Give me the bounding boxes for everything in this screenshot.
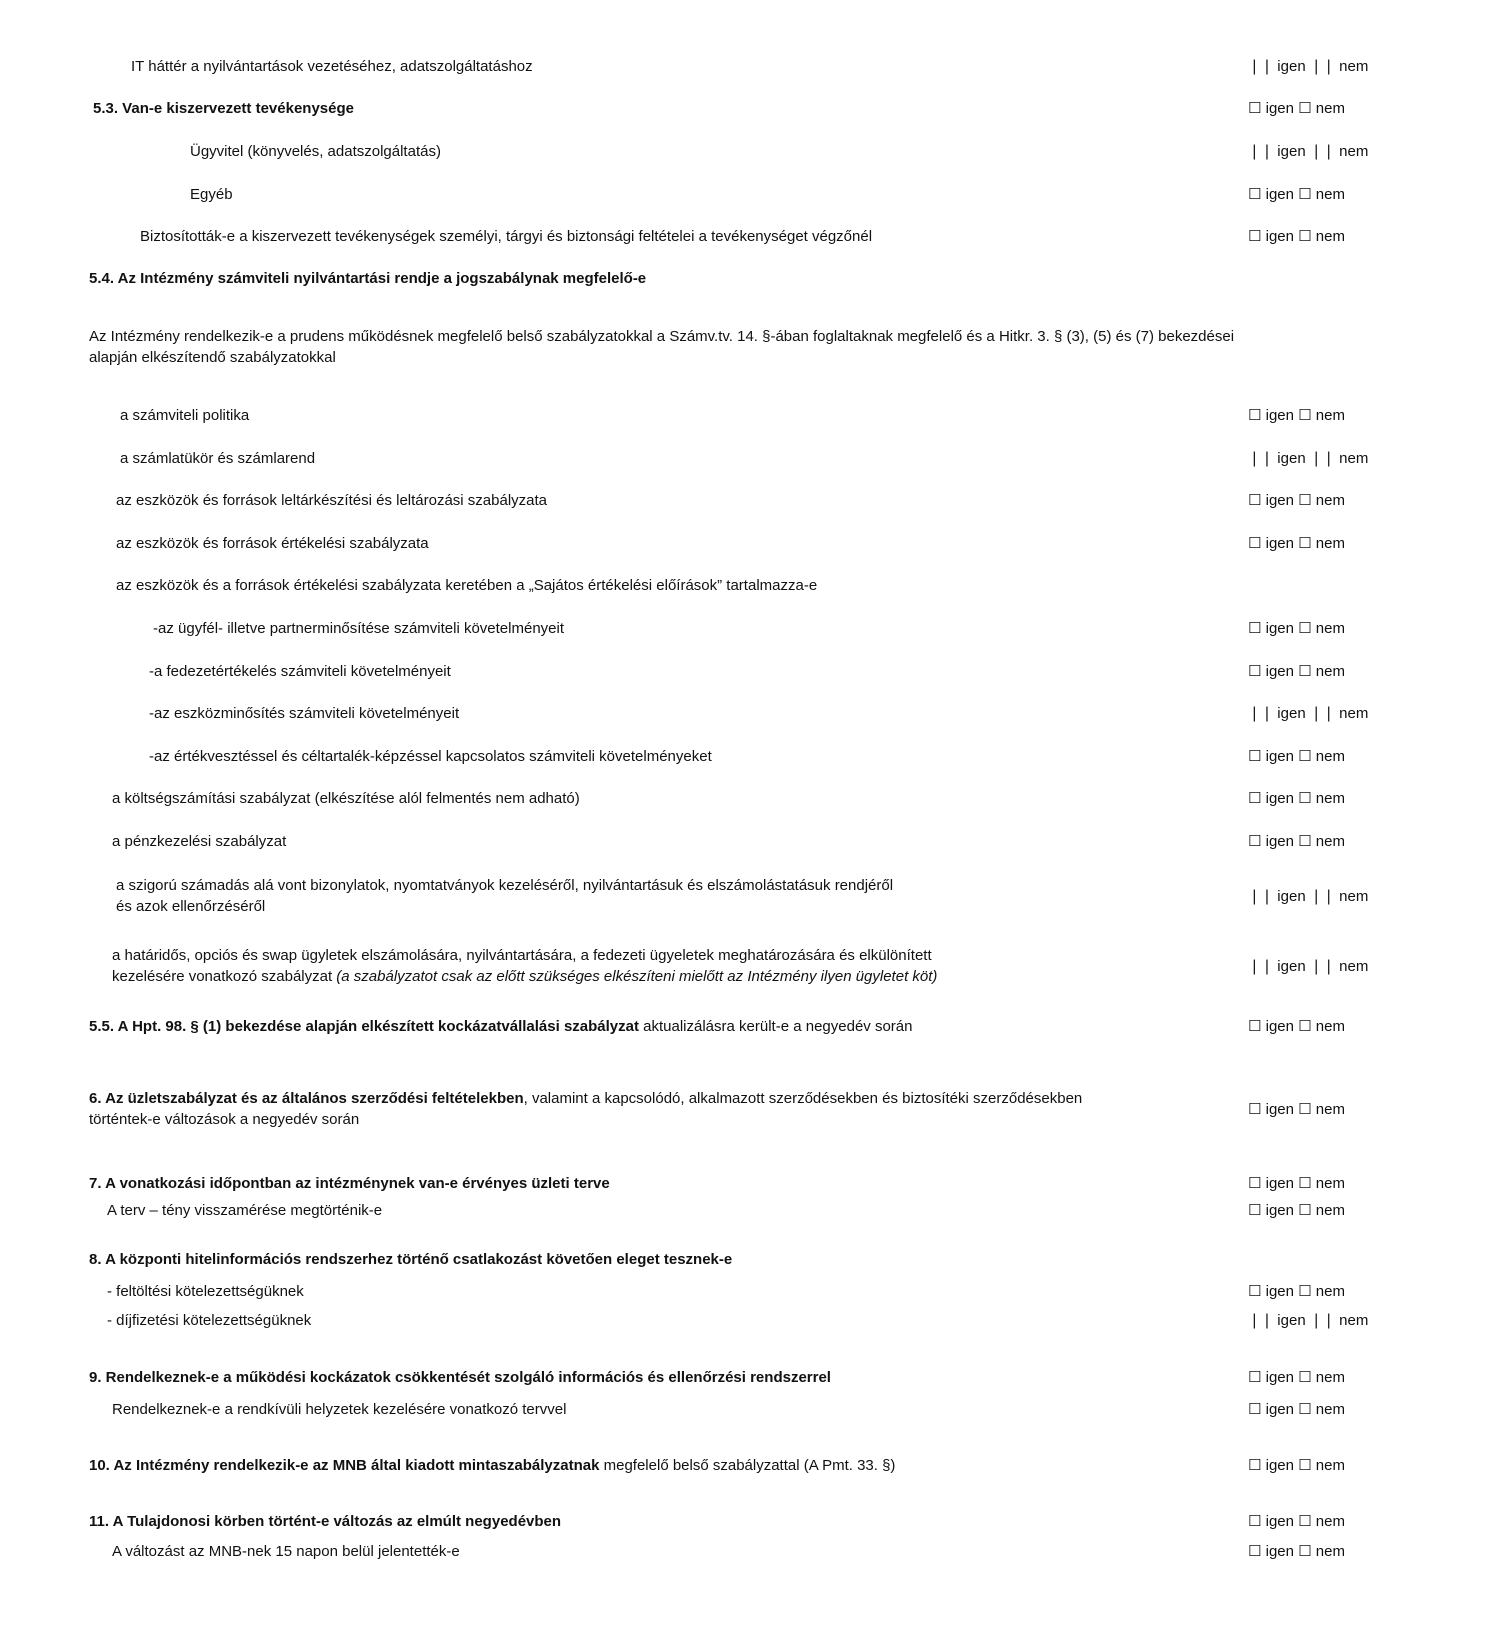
yes-no-choice[interactable]: ☐ igen ☐ nem (1248, 1202, 1345, 1219)
question-text: a számviteli politika (120, 407, 250, 424)
bold-part: 6. Az üzletszabályzat és az általános szerződési feltételekben (89, 1090, 524, 1107)
question-text (89, 1016, 912, 1037)
question-text: az eszközök és a források értékelési szabályzata keretében a „Sajátos értékelési előírások” tartalmazza-e (116, 577, 818, 594)
yes-no-choice[interactable]: ❘❘ igen ❘❘ nem (1248, 58, 1369, 75)
question-text-line2: történtek-e változások a negyedév során (89, 1111, 360, 1128)
regular-part: megfelelő belső szabályzattal (A Pmt. 33. §) (599, 1457, 896, 1474)
yes-no-choice[interactable]: ☐ igen ☐ nem (1248, 1101, 1345, 1118)
section-heading: 8. A központi hitelinformációs rendszerhez történő csatlakozást követően eleget tesznek-e (89, 1251, 733, 1268)
question-text: -a fedezetértékelés számviteli követelményeit (149, 663, 451, 680)
yes-no-choice[interactable]: ☐ igen ☐ nem (1248, 1513, 1345, 1530)
question-text: IT háttér a nyilvántartások vezetéséhez, adatszolgáltatáshoz (131, 58, 533, 75)
question-text: a szigorú számadás alá vont bizonylatok, nyomtatványok kezeléséről, nyilvántartásuk és elszámolástatásuk rendjéről (116, 877, 894, 894)
yes-no-choice[interactable]: ☐ igen ☐ nem (1248, 228, 1345, 245)
yes-no-choice[interactable]: ☐ igen ☐ nem (1248, 748, 1345, 765)
section-heading: 9. Rendelkeznek-e a működési kockázatok csökkentését szolgáló információs és ellenőrzési rendszerrel (89, 1369, 831, 1386)
yes-no-choice[interactable]: ❘❘ igen ❘❘ nem (1248, 705, 1369, 722)
yes-no-choice[interactable]: ❘❘ igen ❘❘ nem (1248, 143, 1369, 160)
question-text: -az ügyfél- illetve partnerminősítése számviteli követelményeit (153, 620, 564, 637)
yes-no-choice[interactable]: ❘❘ igen ❘❘ nem (1248, 958, 1369, 975)
question-text: - díjfizetési kötelezettségüknek (107, 1312, 312, 1329)
yes-no-choice[interactable]: ☐ igen ☐ nem (1248, 1283, 1345, 1300)
yes-no-choice[interactable]: ☐ igen ☐ nem (1248, 1543, 1345, 1560)
yes-no-choice[interactable]: ☐ igen ☐ nem (1248, 535, 1345, 552)
bold-part: 10. Az Intézmény rendelkezik-e az MNB által kiadott mintaszabályzatnak (89, 1457, 600, 1474)
yes-no-choice[interactable]: ☐ igen ☐ nem (1248, 1369, 1345, 1386)
question-text: az eszközök és források leltárkészítési és leltározási szabályzata (116, 492, 548, 509)
yes-no-choice[interactable]: ☐ igen ☐ nem (1248, 492, 1345, 509)
question-text: a költségszámítási szabályzat (elkészítése alól felmentés nem adható) (112, 790, 580, 807)
question-text: -az eszközminősítés számviteli követelményeit (149, 705, 460, 722)
yes-no-choice[interactable]: ☐ igen ☐ nem (1248, 407, 1345, 424)
section-heading: 5.3. Van-e kiszervezett tevékenysége (93, 100, 354, 117)
question-text-line2 (112, 966, 937, 987)
question-text: -az értékvesztéssel és céltartalék-képzéssel kapcsolatos számviteli követelményeket (149, 748, 712, 765)
yes-no-choice[interactable]: ❘❘ igen ❘❘ nem (1248, 1312, 1369, 1329)
regular-part: aktualizálásra került-e a negyedév során (638, 1018, 913, 1035)
question-text: A változást az MNB-nek 15 napon belül jelentették-e (112, 1543, 460, 1560)
section-heading: 7. A vonatkozási időpontban az intézménynek van-e érvényes üzleti terve (89, 1175, 610, 1192)
paragraph-text: Az Intézmény rendelkezik-e a prudens működésnek megfelelő belső szabályzatokkal a Számv.tv. 14. §-ában foglaltaknak megfelelő és a Hitkr. 3. § (3), (5) és (7) bekezdései alapján elkészítendő szabályzatokkal (89, 328, 1235, 366)
section-6-row (0, 1088, 1512, 1132)
question-text: a határidős, opciós és swap ügyletek elszámolására, nyilvántartására, a fedezeti ügyeletek meghatározására és elkülönített (112, 947, 932, 964)
yes-no-choice[interactable]: ❘❘ igen ❘❘ nem (1248, 450, 1369, 467)
question-text (89, 1455, 895, 1476)
question-text: Egyéb (190, 186, 233, 203)
bold-part: 5.5. A Hpt. 98. § (1) bekezdése alapján elkészített kockázatvállalási szabályzat (89, 1018, 639, 1035)
italic-note: (a szabályzatot csak az előtt szükséges elkészíteni mielőtt az Intézmény ilyen ügyletet köt) (336, 968, 938, 985)
hataridos-ugyletek-row (0, 945, 1512, 989)
yes-no-choice[interactable]: ☐ igen ☐ nem (1248, 1401, 1345, 1418)
yes-no-choice[interactable]: ☐ igen ☐ nem (1248, 186, 1345, 203)
yes-no-choice[interactable]: ☐ igen ☐ nem (1248, 1018, 1345, 1035)
question-text: a számlatükör és számlarend (120, 450, 316, 467)
regular-part: kezelésére vonatkozó szabályzat (112, 968, 333, 985)
question-text: az eszközök és források értékelési szabályzata (116, 535, 429, 552)
question-text: - feltöltési kötelezettségüknek (107, 1283, 304, 1300)
section-heading: 5.4. Az Intézmény számviteli nyilvántartási rendje a jogszabálynak megfelelő-e (89, 270, 647, 287)
section-heading: 11. A Tulajdonosi körben történt-e változás az elmúlt negyedévben (89, 1513, 562, 1530)
question-text: a pénzkezelési szabályzat (112, 833, 287, 850)
question-text: Ügyvitel (könyvelés, adatszolgáltatás) (190, 143, 441, 160)
yes-no-choice[interactable]: ☐ igen ☐ nem (1248, 833, 1345, 850)
regular-part: , valamint a kapcsolódó, alkalmazott szerződésekben és biztosítéki szerződésekben (523, 1090, 1083, 1107)
yes-no-choice[interactable]: ☐ igen ☐ nem (1248, 1175, 1345, 1192)
yes-no-choice[interactable]: ☐ igen ☐ nem (1248, 790, 1345, 807)
yes-no-choice[interactable]: ☐ igen ☐ nem (1248, 100, 1345, 117)
yes-no-choice[interactable]: ☐ igen ☐ nem (1248, 1457, 1345, 1474)
yes-no-choice[interactable]: ❘❘ igen ❘❘ nem (1248, 888, 1369, 905)
question-text-line2: és azok ellenőrzéséről (116, 898, 266, 915)
question-text: A terv – tény visszamérése megtörténik-e (107, 1202, 383, 1219)
szigoru-szamadas-row (0, 875, 1512, 919)
question-text: Rendelkeznek-e a rendkívüli helyzetek kezelésére vonatkozó tervvel (112, 1401, 567, 1418)
question-text (89, 1088, 1082, 1109)
question-text: Biztosították-e a kiszervezett tevékenységek személyi, tárgyi és biztonsági feltételei a tevékenységet végzőnél (140, 228, 873, 245)
yes-no-choice[interactable]: ☐ igen ☐ nem (1248, 620, 1345, 637)
yes-no-choice[interactable]: ☐ igen ☐ nem (1248, 663, 1345, 680)
